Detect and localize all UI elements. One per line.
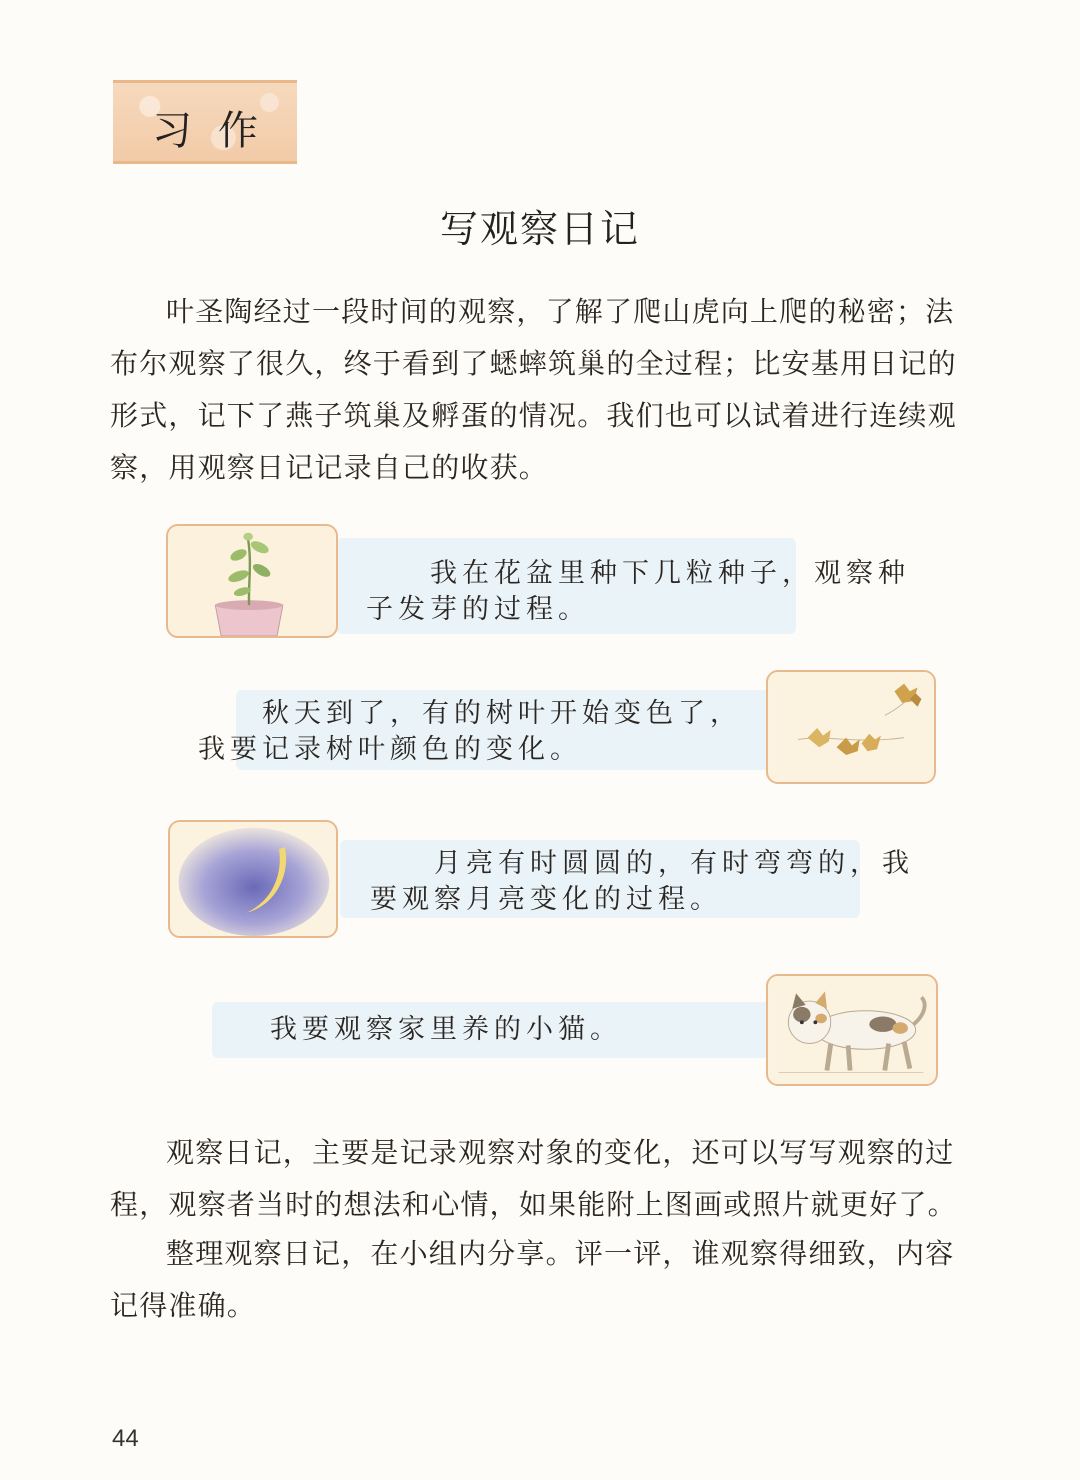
page-title: 写观察日记: [439, 207, 640, 251]
intro-text: 叶圣陶经过一段时间的观察，了解了爬山虎向上爬的秘密；法布尔观察了很久，终于看到了蟋蟀筑巢的全过程；比安基用日记的形式，记下了燕子筑巢及孵蛋的情况。我们也可以试着进行连续观察，用观察日记记录自己的收获。: [110, 295, 957, 484]
intro-paragraph: [110, 286, 980, 494]
section-label-box: [113, 80, 297, 164]
autumn-leaves-image: [766, 670, 936, 784]
crescent-moon-image: [168, 820, 338, 938]
paragraph-2: [110, 1127, 980, 1231]
page-number: 44: [112, 1425, 139, 1452]
example-3-text: 月亮有时圆圆的，有时弯弯的，我要观察月亮变化的过程。: [370, 848, 914, 915]
kitten-image: [766, 974, 938, 1086]
example-4-text: 我要观察家里养的小猫。: [270, 1014, 622, 1045]
paragraph-3: [110, 1228, 980, 1332]
example-2-text: 秋天到了，有的树叶开始变色了，我要记录树叶颜色的变化。: [198, 698, 742, 765]
paragraph-3-text: 整理观察日记，在小组内分享。评一评，谁观察得细致，内容记得准确。: [110, 1237, 955, 1322]
paragraph-2-text: 观察日记，主要是记录观察对象的变化，还可以写写观察的过程，观察者当时的想法和心情，如果能附上图画或照片就更好了。: [110, 1136, 957, 1221]
seedling-pot-image: [166, 524, 338, 638]
example-1-text: 我在花盆里种下几粒种子，观察种子发芽的过程。: [366, 558, 910, 625]
section-label: 习作: [152, 108, 284, 154]
